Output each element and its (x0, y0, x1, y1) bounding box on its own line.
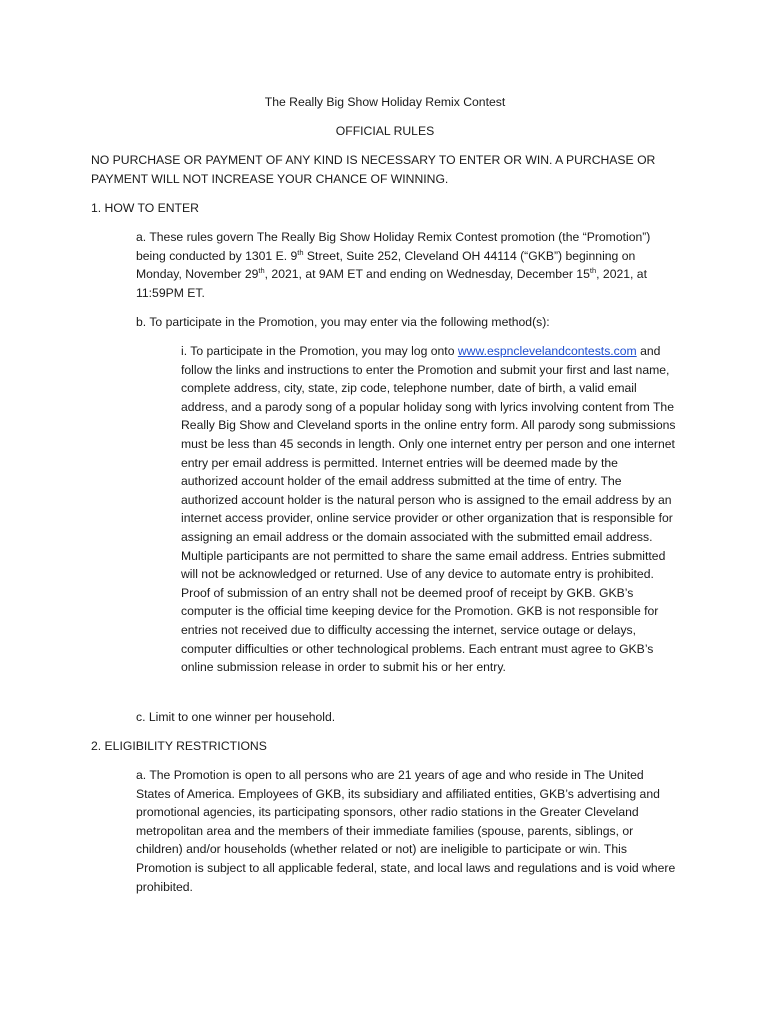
rule-1b-i-paragraph (181, 342, 678, 677)
rule-1a-text-2: Street, Suite 252, Cleveland OH 44114 (“GKB”) beginning on Monday, November 29 (136, 248, 636, 282)
ordinal-suffix: th (589, 266, 597, 276)
rule-1b-i-text-post: and follow the links and instructions to enter the Promotion and submit your first and last name, complete address, city, state, zip code, telephone number, date of birth, a valid email address, and a parody song of a popular holiday song with lyrics involving content from The Really Big Show and Cleveland sports in the online entry form. All parody song submissions must be less than 45 seconds in length. Only one internet entry per person and one internet entry per email address is permitted. Internet entries will be deemed made by the authorized account holder of the email address submitted at the time of entry. The authorized account holder is the natural person who is assigned to the email address by an internet access provider, online service provider or other organization that is responsible for assigning an email address or the domain associated with the submitted email address. Multiple participants are not permitted to share the same email address. Entries submitted will not be acknowledged or returned. Use of any device to automate entry is prohibited. Proof of submission of an entry shall not be deemed proof of receipt by GKB. GKB’s computer is the official time keeping device for the Promotion. GKB is not responsible for entries not received due to difficulty accessing the internet, service outage or delays, computer difficulties or other technological problems. Each entrant must agree to GKB’s online submission release in order to submit his or her entry. (181, 344, 676, 675)
ordinal-suffix: th (297, 247, 304, 257)
rule-2a-paragraph: a. The Promotion is open to all persons who are 21 years of age and who reside in The United States of America. Employees of GKB, its subsidiary and affiliated entities, GKB’s advertising and promotional agencies, its participating sponsors, other radio stations in the Greater Cleveland metropolitan area and the members of their immediate families (spouse, parents, siblings, or children) and/or households (whether related or not) are ineligible to participate or win. This Promotion is subject to all applicable federal, state, and local laws and regulations and is void where prohibited. (136, 768, 676, 894)
rule-1a-paragraph (136, 228, 681, 302)
document-subtitle: OFFICIAL RULES (335, 124, 435, 138)
rule-1c-paragraph: c. Limit to one winner per household. (136, 710, 336, 724)
rule-1a-text-1: a. These rules govern The Really Big Show Holiday Remix Contest promotion (the “Promotion”) being conducted by 1301 E. 9 (136, 230, 651, 263)
rule-1a-text-4: , 2021, at 11:59PM ET. (136, 267, 647, 300)
section-heading-eligibility: 2. ELIGIBILITY RESTRICTIONS (91, 739, 267, 753)
contest-website-link[interactable]: www.espnclevelandcontests.com (457, 344, 637, 358)
rule-1b-paragraph: b. To participate in the Promotion, you may enter via the following method(s): (136, 315, 550, 329)
document-title: The Really Big Show Holiday Remix Contest (264, 95, 506, 109)
purchase-disclaimer: NO PURCHASE OR PAYMENT OF ANY KIND IS NECESSARY TO ENTER OR WIN. A PURCHASE OR PAYMENT WILL NOT INCREASE YOUR CHANCE OF WINNING. (91, 153, 656, 186)
ordinal-suffix: th (258, 266, 265, 276)
section-heading-how-to-enter: 1. HOW TO ENTER (91, 201, 199, 215)
rule-1b-i-text-pre: i. To participate in the Promotion, you may log onto (181, 344, 458, 358)
rule-1a-text-3: , 2021, at 9AM ET and ending on Wednesday, December 15 (264, 267, 590, 282)
